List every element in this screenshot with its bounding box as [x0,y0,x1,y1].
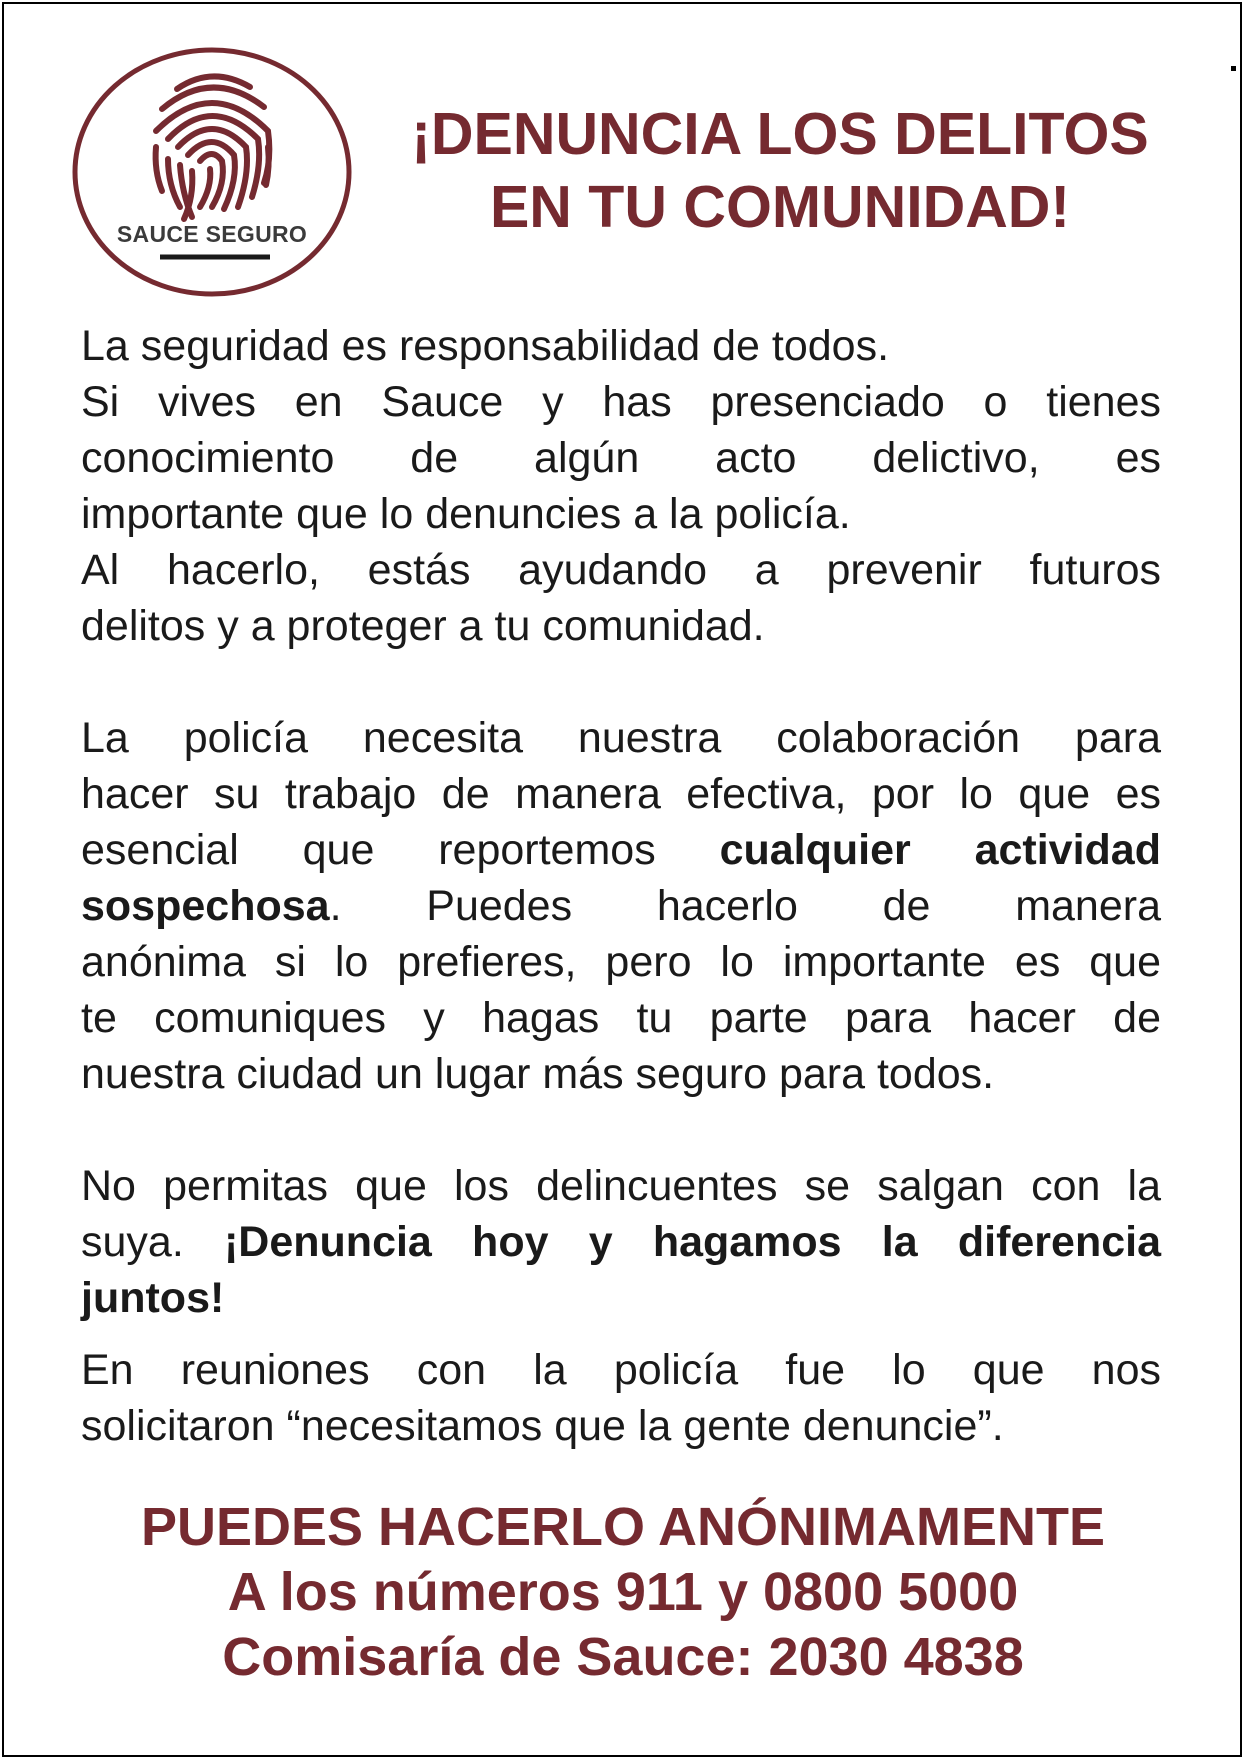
paragraph-3 [81,1158,1161,1326]
contact-footer [0,1495,1246,1690]
body-line: nuestra ciudad un lugar más seguro para todos. [81,1050,995,1098]
headline-line-1: ¡DENUNCIA LOS DELITOS [411,101,1149,167]
body-line: conocimiento de algún acto delictivo, es [81,434,1161,482]
body-line-part: esencial que reportemos [81,826,720,874]
body-line-part: . Puedes hacerlo de manera [329,882,1161,930]
body-line: La seguridad es responsabilidad de todos. [81,322,890,370]
headline-line-2: EN TU COMUNIDAD! [489,174,1071,240]
body-text [81,318,1161,1454]
body-line: La policía necesita nuestra colaboración para [81,714,1161,762]
footer-line-3: Comisaría de Sauce: 2030 4838 [222,1627,1024,1687]
body-line [81,822,1161,878]
paragraph-spacer [81,1326,1161,1342]
body-line-part: suya. [81,1218,224,1266]
body-line: hacer su trabajo de manera efectiva, por lo que es [81,770,1161,818]
emphasis-text: ¡Denuncia hoy y hagamos la diferencia [223,1218,1161,1266]
body-line [81,1214,1161,1270]
paragraph-1 [81,318,1161,654]
emphasis-text: sospechosa [81,882,330,930]
paragraph-4 [81,1342,1161,1454]
body-line [81,1270,1161,1326]
corner-mark [1231,66,1236,71]
body-line: No permitas que los delincuentes se salgan con la [81,1162,1161,1210]
body-line: Al hacerlo, estás ayudando a prevenir futuros [81,546,1161,594]
fingerprint-icon [72,47,352,298]
body-line: En reuniones con la policía fue lo que nos [81,1346,1161,1394]
logo-text: SAUCE SEGURO [116,221,308,247]
body-line: Si vives en Sauce y has presenciado o tienes [81,378,1161,426]
paragraph-spacer [81,654,1161,710]
emphasis-text: juntos! [81,1274,225,1322]
headline [360,98,1200,244]
paragraph-spacer [81,1102,1161,1158]
footer-line-1: PUEDES HACERLO ANÓNIMAMENTE [140,1497,1106,1557]
paragraph-2 [81,710,1161,1102]
body-line: anónima si lo prefieres, pero lo importante es que [81,938,1161,986]
body-line: solicitaron “necesitamos que la gente denuncie”. [81,1402,1004,1450]
body-line [81,878,1161,934]
sauce-seguro-logo [72,47,352,298]
footer-line-2: A los números 911 y 0800 5000 [227,1562,1019,1622]
body-line: delitos y a proteger a tu comunidad. [81,602,765,650]
body-line: te comuniques y hagas tu parte para hacer de [81,994,1161,1042]
emphasis-text: cualquier actividad [719,826,1161,874]
body-line: importante que lo denuncies a la policía. [81,490,851,538]
